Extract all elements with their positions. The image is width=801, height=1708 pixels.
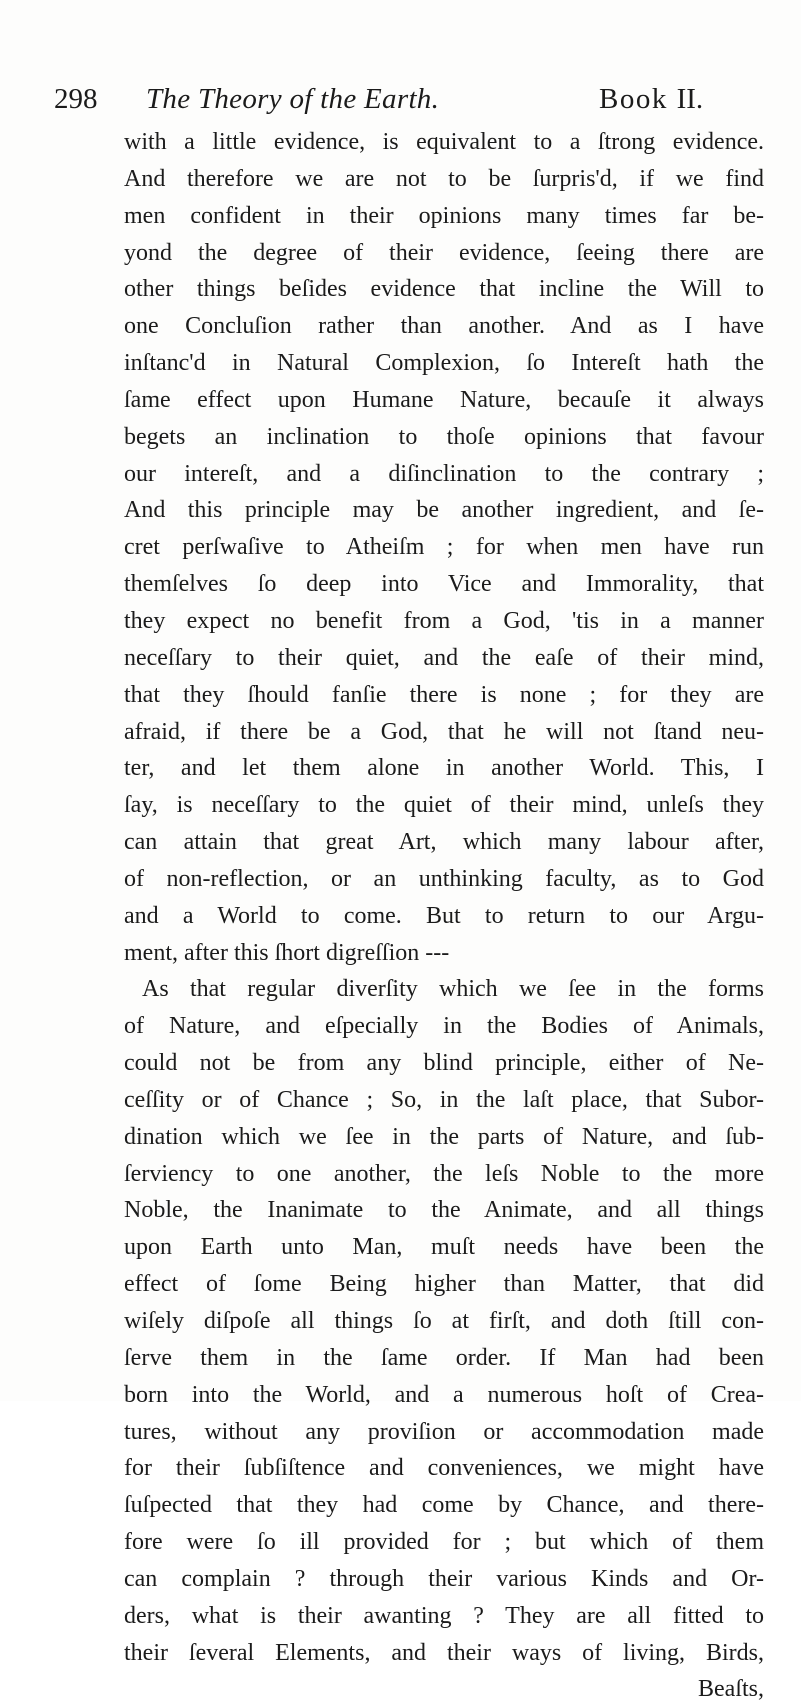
text-line: ſay, is neceſſary to the quiet of their mind, unleſs they bbox=[124, 792, 764, 819]
text-line: wiſely diſpoſe all things ſo at firſt, and doth ſtill con- bbox=[124, 1308, 764, 1334]
text-line: And therefore we are not to be ſurpris'd, if we find bbox=[124, 165, 764, 192]
text-line: inſtanc'd in Natural Complexion, ſo Intereſt hath the bbox=[124, 350, 764, 377]
text-line: cret perſwaſive to Atheiſm ; for when men have run bbox=[124, 534, 764, 561]
text-line: yond the degree of their evidence, ſeeing there are bbox=[124, 239, 764, 266]
running-title: The Theory of the Earth. bbox=[146, 83, 440, 115]
text-line: Noble, the Inanimate to the Animate, and all things bbox=[124, 1197, 764, 1224]
text-line: that they ſhould fanſie there is none ; for they are bbox=[124, 681, 764, 708]
text-line: ceſſity or of Chance ; So, in the laſt place, that Subor- bbox=[124, 1086, 764, 1113]
text-line: can complain ? through their various Kinds and Or- bbox=[124, 1565, 764, 1592]
text-line: ſame effect upon Humane Nature, becauſe it always bbox=[124, 386, 764, 413]
body-text bbox=[124, 124, 764, 1708]
text-line: ders, what is their awanting ? They are all fitted to bbox=[124, 1602, 764, 1629]
text-line: ſerve them in the ſame order. If Man had been bbox=[124, 1344, 764, 1371]
text-line: of non-reflection, or an unthinking faculty, as to God bbox=[124, 865, 764, 892]
text-line: ſuſpected that they had come by Chance, and there- bbox=[124, 1492, 764, 1519]
text-line: neceſſary to their quiet, and the eaſe of their mind, bbox=[124, 644, 764, 671]
text-line: themſelves ſo deep into Vice and Immorality, that bbox=[124, 571, 764, 598]
text-line: for their ſubſiſtence and conveniences, we might have bbox=[124, 1455, 764, 1482]
text-line: ſerviency to one another, the leſs Noble to the more bbox=[124, 1160, 764, 1187]
text-line: ment, after this ſhort digreſſion --- bbox=[124, 939, 450, 966]
text-line: could not be from any blind principle, either of Ne- bbox=[124, 1050, 764, 1077]
text-line: And this principle may be another ingredient, and ſe- bbox=[124, 497, 764, 524]
text-line: begets an inclination to thoſe opinions that favour bbox=[124, 423, 764, 450]
text-line: our intereſt, and a diſinclination to the contrary ; bbox=[124, 460, 764, 487]
text-line: of Nature, and eſpecially in the Bodies of Animals, bbox=[124, 1013, 764, 1040]
book-word: Book bbox=[599, 83, 668, 115]
book-number: II. bbox=[676, 83, 704, 115]
text-line: other things beſides evidence that incline the Will to bbox=[124, 276, 764, 303]
text-line: afraid, if there be a God, that he will not ſtand neu- bbox=[124, 718, 764, 745]
text-line: and a World to come. But to return to our Argu- bbox=[124, 902, 764, 929]
running-header bbox=[54, 82, 760, 116]
text-line: their ſeveral Elements, and their ways of living, Birds, bbox=[124, 1639, 764, 1666]
page-number: 298 bbox=[54, 83, 98, 115]
text-line: one Concluſion rather than another. And as I have bbox=[124, 313, 764, 340]
text-line: effect of ſome Being higher than Matter, that did bbox=[124, 1271, 764, 1298]
text-line: dination which we ſee in the parts of Nature, and ſub- bbox=[124, 1123, 764, 1150]
text-line: born into the World, and a numerous hoſt of Crea- bbox=[124, 1381, 764, 1408]
text-line: tures, without any proviſion or accommodation made bbox=[124, 1418, 764, 1445]
text-line: ter, and let them alone in another World. This, I bbox=[124, 755, 764, 782]
catchword: Beaſts, bbox=[698, 1676, 764, 1703]
text-line: upon Earth unto Man, muſt needs have been the bbox=[124, 1234, 764, 1261]
book-label bbox=[599, 82, 703, 116]
text-line: men confident in their opinions many times far be- bbox=[124, 202, 764, 229]
text-line: fore were ſo ill provided for ; but which of them bbox=[124, 1529, 764, 1556]
text-line: they expect no benefit from a God, 'tis in a manner bbox=[124, 607, 764, 634]
text-line: with a little evidence, is equivalent to a ſtrong evidence. bbox=[124, 129, 764, 155]
text-line: can attain that great Art, which many labour after, bbox=[124, 829, 764, 856]
text-line: As that regular diverſity which we ſee in the forms bbox=[142, 976, 764, 1003]
